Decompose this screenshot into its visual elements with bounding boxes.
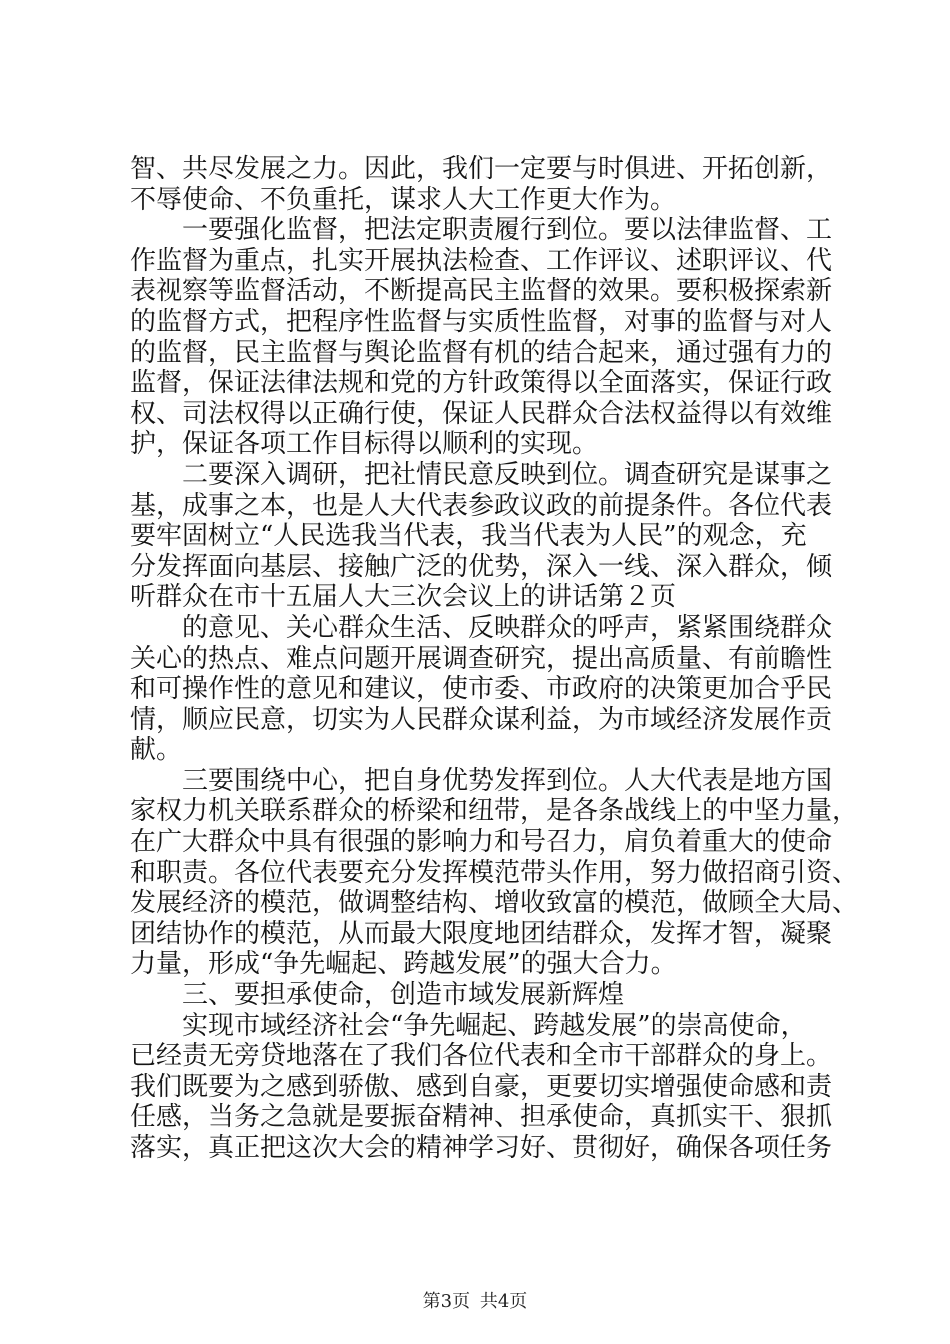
text-line: 护，保证各项工作目标得以顺利的实现。 xyxy=(130,429,599,460)
text-line: 情，顺应民意，切实为人民群众谋利益，为市域经济发展作贡 xyxy=(130,704,833,735)
text-line: 一要强化监督，把法定职责履行到位。要以法律监督、工 xyxy=(130,215,833,246)
text-line: 表视察等监督活动，不断提高民主监督的效果。要积极探索新 xyxy=(130,276,833,307)
text-line: 我们既要为之感到骄傲、感到自豪，更要切实增强使命感和责 xyxy=(130,1071,833,1102)
text-line: 任感，当务之急就是要振奋精神、担承使命，真抓实干、狠抓 xyxy=(130,1102,833,1133)
text-line: 不辱使命、不负重托，谋求人大工作更大作为。 xyxy=(130,184,677,215)
text-line: 关心的热点、难点问题开展调查研究，提出高质量、有前瞻性 xyxy=(130,643,833,674)
page-total: 共4页 xyxy=(479,1291,528,1312)
body-text xyxy=(130,154,859,1164)
text-line: 要牢固树立“人民选我当代表，我当代表为人民”的观念，充 xyxy=(130,521,807,552)
text-line: 监督，保证法律法规和党的方针政策得以全面落实，保证行政 xyxy=(130,368,833,399)
text-line: 落实，真正把这次大会的精神学习好、贯彻好，确保各项任务 xyxy=(130,1133,833,1163)
text-line: 三要围绕中心，把自身优势发挥到位。人大代表是地方国 xyxy=(130,765,833,796)
text-line: 权、司法权得以正确行使，保证人民群众合法权益得以有效维 xyxy=(130,398,833,429)
text-line: 家权力机关联系群众的桥梁和纽带，是各条战线上的中坚力量， xyxy=(130,796,859,827)
text-line: 作监督为重点，扎实开展执法检查、工作评议、述职评议、代 xyxy=(130,245,833,276)
text-line: 献。 xyxy=(130,735,183,766)
text-line: 智、共尽发展之力。因此，我们一定要与时俱进、开拓创新， xyxy=(130,154,833,184)
text-line: 分发挥面向基层、接触广泛的优势，深入一线、深入群众，倾 xyxy=(130,551,833,582)
text-line: 听群众在市十五届人大三次会议上的讲话第２页 xyxy=(130,582,677,613)
text-line: 的监督方式，把程序性监督与实质性监督，对事的监督与对人 xyxy=(130,306,833,337)
text-line: 的意见、关心群众生活、反映群众的呼声，紧紧围绕群众 xyxy=(130,612,833,643)
page-number: 第3页 xyxy=(422,1291,471,1312)
text-line: 二要深入调研，把社情民意反映到位。调查研究是谋事之 xyxy=(130,459,833,490)
text-line: 实现市域经济社会“争先崛起、跨越发展”的崇高使命， xyxy=(130,1010,807,1041)
text-line: 的监督，民主监督与舆论监督有机的结合起来，通过强有力的 xyxy=(130,337,833,368)
text-line: 发展经济的模范，做调整结构、增收致富的模范，做顾全大局、 xyxy=(130,888,859,919)
text-line: 已经责无旁贷地落在了我们各位代表和全市干部群众的身上。 xyxy=(130,1041,833,1072)
text-line: 团结协作的模范，从而最大限度地团结群众，发挥才智，凝聚 xyxy=(130,918,833,949)
text-line: 力量，形成“争先崛起、跨越发展”的强大合力。 xyxy=(130,949,677,980)
page-footer xyxy=(0,1287,950,1313)
text-line: 和职责。各位代表要充分发挥模范带头作用，努力做招商引资、 xyxy=(130,857,859,888)
text-line: 在广大群众中具有很强的影响力和号召力，肩负着重大的使命 xyxy=(130,827,833,858)
text-line: 基，成事之本，也是人大代表参政议政的前提条件。各位代表 xyxy=(130,490,833,521)
text-line: 和可操作性的意见和建议，使市委、市政府的决策更加合乎民 xyxy=(130,674,833,705)
text-line: 三、要担承使命，创造市域发展新辉煌 xyxy=(130,980,625,1011)
